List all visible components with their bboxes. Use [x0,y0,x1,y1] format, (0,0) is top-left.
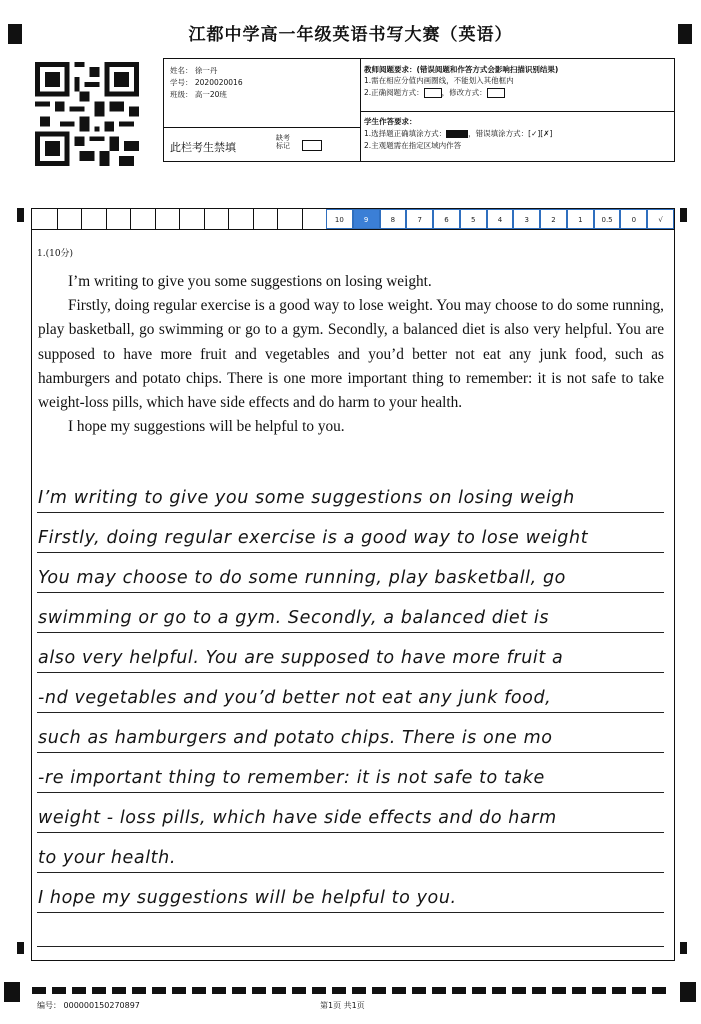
handwritten-line: such as hamburgers and potato chips. There is one mo [38,728,553,748]
handwritten-line: I’m writing to give you some suggestions on losing weigh [38,488,575,508]
side-mark-right-bottom [680,942,687,954]
registration-mark-bottom-left [4,982,20,1002]
writing-rule [37,912,664,913]
score-option-3: 3 [513,209,540,229]
blank-score-cell [253,209,278,229]
handwritten-line: -nd vegetables and you’d better not eat any junk food, [38,688,552,708]
blank-score-cell [130,209,155,229]
writing-rule [37,872,664,873]
blank-score-cell [179,209,204,229]
registration-mark-bottom-right [680,982,696,1002]
handwritten-line: Firstly, doing regular exercise is a good way to lose weight [38,528,589,548]
writing-rule [37,552,664,553]
timing-mark [412,987,426,994]
writing-rule [37,832,664,833]
student-instructions-title: 学生作答要求： [364,117,417,126]
timing-mark [552,987,566,994]
timing-mark [52,987,66,994]
timing-mark [92,987,106,994]
blank-score-cell [277,209,302,229]
timing-mark [272,987,286,994]
absent-label: 缺考 标记 [276,134,290,150]
timing-mark [132,987,146,994]
score-option-0: 0 [620,209,647,229]
writing-rule [37,946,664,947]
handwritten-line: -re important thing to remember: it is not safe to take [38,768,545,788]
page-title: 江都中学高一年级英语书写大赛（英语） [188,25,513,45]
timing-mark [472,987,486,994]
page-number: 第1页 共1页 [320,1001,365,1010]
absent-checkbox [302,140,322,151]
score-option-0.5: 0.5 [594,209,621,229]
score-option-5: 5 [460,209,487,229]
side-mark-left [17,208,24,222]
student-info-box [163,58,675,162]
score-option-2: 2 [540,209,567,229]
score-bar [31,208,675,230]
writing-rule [37,512,664,513]
score-option-7: 7 [406,209,433,229]
student-id: 学号： 2020020016 [170,78,243,87]
blank-score-cell [106,209,131,229]
timing-mark [232,987,246,994]
writing-rule [37,792,664,793]
blank-score-cell [57,209,82,229]
timing-mark [212,987,226,994]
student-instruction-2: 2.主观题需在指定区域内作答 [364,141,462,150]
writing-rule [37,632,664,633]
blank-score-cell [155,209,180,229]
student-name: 姓名： 徐一丹 [170,66,218,75]
score-option-10: 10 [326,209,353,229]
student-instruction-1: 1.选择题正确填涂方式： ，错误填涂方式：[✓][✗] [364,129,553,138]
fill-note: 此栏考生禁填 [170,141,236,154]
score-option-4: 4 [487,209,514,229]
timing-mark [192,987,206,994]
timing-mark [72,987,86,994]
timing-mark [152,987,166,994]
side-mark-left-bottom [17,942,24,954]
sheet-code: 编号： 000000150270897 [37,1001,140,1010]
timing-mark [172,987,186,994]
timing-mark [332,987,346,994]
timing-mark [532,987,546,994]
passage-paragraph: I’m writing to give you some suggestions on losing weight. [68,273,432,290]
handwritten-line: also very helpful. You are supposed to have more fruit a [38,648,564,668]
handwritten-line: weight - loss pills, which have side effects and do harm [38,808,557,828]
student-class: 班级： 高一20班 [170,90,227,99]
blank-score-cell [81,209,106,229]
score-option-√: √ [647,209,674,229]
handwritten-line: You may choose to do some running, play basketball, go [38,568,566,588]
timing-mark [652,987,666,994]
handwritten-line: to your health. [38,848,177,868]
timing-mark [612,987,626,994]
timing-mark [32,987,46,994]
timing-mark [352,987,366,994]
blank-score-cell [204,209,229,229]
printed-passage [38,270,664,439]
side-mark-right [680,208,687,222]
score-option-6: 6 [433,209,460,229]
teacher-instructions-title: 教师阅题要求：(错误阅题和作答方式会影响扫描识别结果) [364,65,559,74]
blank-score-cell [302,209,327,229]
timing-mark [292,987,306,994]
writing-rule [37,672,664,673]
teacher-instruction-2: 2.正确阅题方式： ，修改方式： [364,88,505,98]
writing-rule [37,712,664,713]
score-option-1: 1 [567,209,594,229]
timing-mark [632,987,646,994]
timing-mark [312,987,326,994]
passage-paragraph: Firstly, doing regular exercise is a good way to lose weight. You may choose to do some running, play basketball, go swimming or go to a gym. Secondly, a balanced diet is also very helpful. You are supposed to have more fruit and vegetables and you’d better not eat any junk food, such as hamburgers and potato chips. There is one more important thing to remember: it is not safe to take weight-loss pills, which have side effects and do harm to your health. [38,297,664,412]
timing-mark [372,987,386,994]
timing-mark [492,987,506,994]
qr-code-icon [35,62,139,166]
score-option-9: 9 [353,209,380,229]
timing-mark [592,987,606,994]
blank-score-cell [32,209,57,229]
handwritten-line: I hope my suggestions will be helpful to you. [38,888,457,908]
writing-rule [37,752,664,753]
timing-mark [572,987,586,994]
timing-mark [112,987,126,994]
timing-mark [432,987,446,994]
question-label: 1.(10分) [37,249,74,259]
timing-mark [392,987,406,994]
blank-score-cell [228,209,253,229]
writing-rule [37,592,664,593]
teacher-instruction-1: 1.需在相应分值内画圈线，不能划入其他框内 [364,76,514,85]
timing-mark [512,987,526,994]
passage-paragraph: I hope my suggestions will be helpful to you. [68,418,345,436]
score-option-8: 8 [380,209,407,229]
handwritten-line: swimming or go to a gym. Secondly, a balanced diet is [38,608,550,628]
timing-mark [452,987,466,994]
timing-mark [252,987,266,994]
